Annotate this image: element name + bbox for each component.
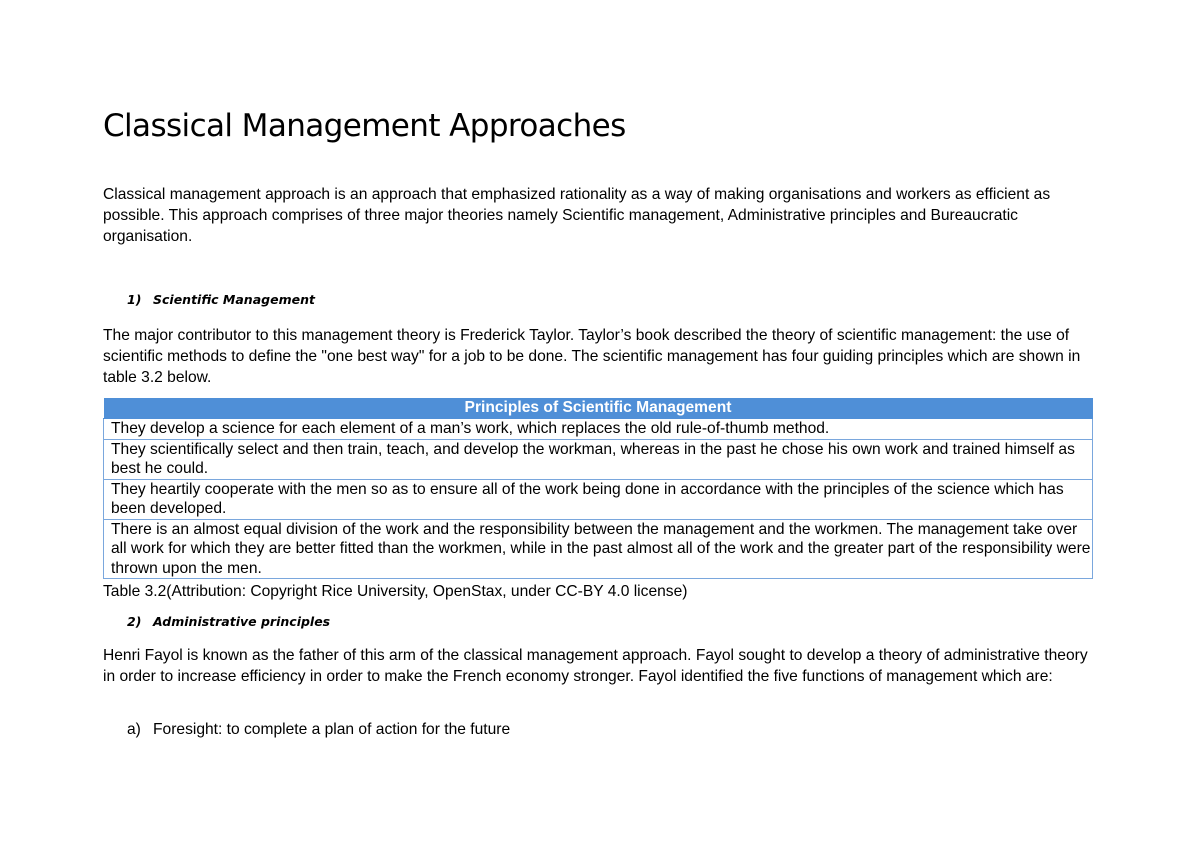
table-cell: They scientifically select and then train, teach, and develop the workman, whereas in the past he chose his own work and trained himself as best he could. [104, 439, 1093, 479]
section-heading-scientific-management [127, 292, 315, 307]
section-heading-administrative-principles [127, 614, 330, 629]
administrative-principles-paragraph: Henri Fayol is known as the father of this arm of the classical management approach. Fayol sought to develop a theory of administrative theory in order to increase efficiency in order to make the French economy stronger. Fayol identified the five functions of management which are: [103, 647, 1088, 685]
list-item-text: Foresight: to complete a plan of action for the future [153, 721, 511, 738]
table-cell: They heartily cooperate with the men so as to ensure all of the work being done in accordance with the principles of the science which has been developed. [104, 479, 1093, 519]
table-header-row [104, 398, 1093, 419]
section-number: 2) [127, 614, 142, 629]
principles-table [103, 398, 1093, 579]
list-marker: a) [127, 721, 141, 738]
principles-table-container [103, 398, 1093, 579]
table-row [104, 519, 1093, 579]
intro-paragraph: Classical management approach is an approach that emphasized rationality as a way of making organisations and workers as efficient as possible. This approach comprises of three major theories namely Scientific management, Administrative principles and Bureaucratic organisation. [103, 186, 1051, 245]
section-heading-text: Scientific Management [153, 292, 315, 307]
list-item [127, 719, 510, 740]
table-row [104, 479, 1093, 519]
table-caption: Table 3.2(Attribution: Copyright Rice University, OpenStax, under CC-BY 4.0 license) [103, 583, 688, 600]
table-cell: They develop a science for each element of a man’s work, which replaces the old rule-of-thumb method. [104, 419, 1093, 440]
section-heading-text: Administrative principles [153, 614, 331, 629]
table-cell: There is an almost equal division of the work and the responsibility between the management and the workmen. The management take over all work for which they are better fitted than the workmen, while in the past almost all of the work and the greater part of the responsibility were thrown upon the men. [104, 519, 1093, 579]
table-header: Principles of Scientific Management [104, 398, 1093, 419]
table-row [104, 419, 1093, 440]
page-title: Classical Management Approaches [103, 108, 626, 144]
table-row [104, 439, 1093, 479]
scientific-management-paragraph: The major contributor to this management theory is Frederick Taylor. Taylor’s book described the theory of scientific management: the use of scientific methods to define the "one best way" for a job to be done. The scientific management has four guiding principles which are shown in table 3.2 below. [103, 327, 1081, 386]
section-number: 1) [127, 292, 142, 307]
